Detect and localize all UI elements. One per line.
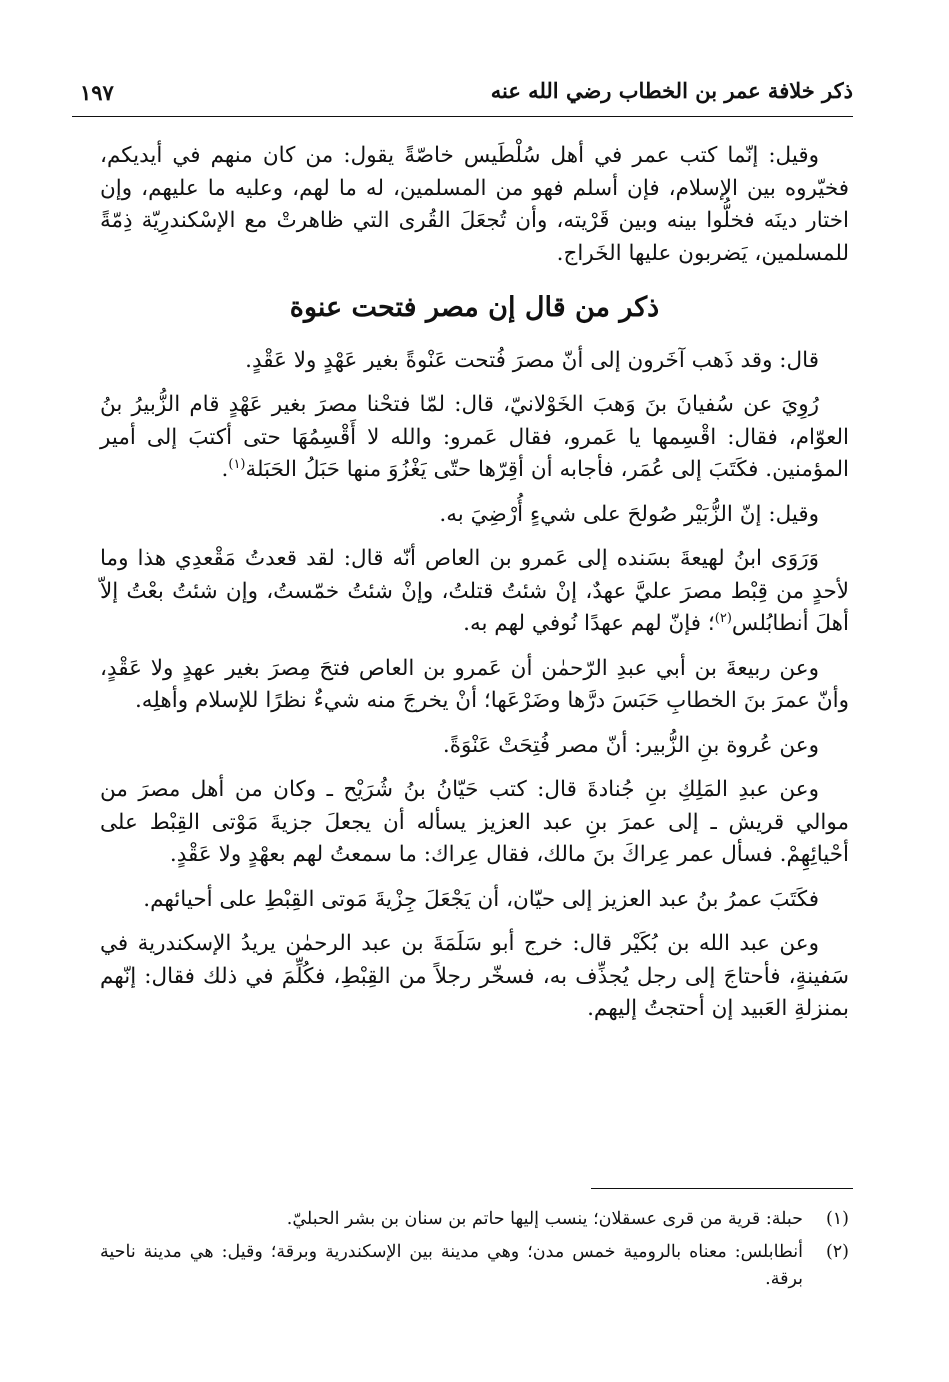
paragraph-text-tail: ؛ فإنّ لهم عهدًا نُوفي لهم به. <box>463 611 715 636</box>
footnote-1 <box>100 1206 849 1233</box>
paragraph: وقيل: إنّ الزُّبَيْر صُولحَ على شيءٍ أُرْضِيَ به. <box>439 501 819 527</box>
footnote-ref-1[interactable]: (١) <box>228 456 246 472</box>
footnotes <box>100 1206 849 1299</box>
paragraph: وعن عبدِ المَلِكِ بنِ جُنادةَ قال: كتب حَيّانُ بنُ شُرَيْح ـ وكان من أهل مصرَ من موالي قريش ـ إلى عمرَ بنِ عبد العزيز يسأله أن يجعلَ جزيةَ مَوْتى القِبْط على أحْيائِهِمْ. فسأل عمر عِراكَ بنَ مالك، فقال عِراك: ما سمعتُ لهم بعهْدٍ ولا عَقْدٍ. <box>100 777 849 867</box>
footnote-text: حبلة: قرية من قرى عسقلان؛ ينسب إليها حاتم بن سنان بن بشر الحبليّ. <box>286 1209 803 1229</box>
paragraph: وعن ربيعةَ بن أبي عبدِ الرّحمٰن أن عَمرو بن العاص فتحَ مِصرَ بغير عهدٍ ولا عَقْدٍ، وأنّ عمرَ بنَ الخطابِ حَبَسَ درَّها وضَرْعَها؛ أنْ يخرجَ منه شيءٌ نظرًا للإسلام وأهلِه. <box>100 655 849 713</box>
paragraph: فكَتَبَ عمرُ بنُ عبد العزيز إلى حيّان، أن يَجْعَلَ جِزْيةَ مَوتى القِبْطِ على أحيائهم. <box>143 886 819 912</box>
paragraph-text: وَرَوَى ابنُ لهيعةَ بسَنده إلى عَمرو بن العاص أنّه قال: لقد قعدتُ مَقْعدِي هذا وما لأحدٍ من قِبْط مصرَ عليَّ عهدٌ، إنْ شئتُ قتلتُ، وإنْ شئتُ خمّستُ، وإن شئتُ بعْتُ إلاّ أهلَ أنطابُلس <box>100 546 849 636</box>
section-heading: ذكر من قال إن مصر فتحت عنوة <box>289 292 660 323</box>
footnote-number: (٢) <box>825 1242 849 1262</box>
footnote-divider <box>591 1188 853 1189</box>
paragraph-with-footnote-1 <box>100 389 849 487</box>
paragraph-text: رُوِيَ عن سُفيانَ بنَ وَهبَ الخَوْلانيّ، قال: لمّا فتحْنا مصرَ بغير عَهْدٍ قام الزُّبيرُ بنُ العوّام، فقال: اقْسِمها يا عَمرو، فقال عَمرو: والله لا أَقْسِمُهَا حتى أكتبَ إلى أمير المؤمنين. فكَتَبَ إلى عُمَر، فأجابه أن أقِرّها حتّى يَغْزُوَ منها حَبَلُ الحَبَلة <box>100 392 849 482</box>
paragraph: قال: وقد ذَهب آخَرون إلى أنّ مصرَ فُتحت عَنْوةً بغير عَهْدٍ ولا عَقْدٍ. <box>245 347 819 373</box>
footnote-2 <box>100 1239 849 1293</box>
page-number: ١٩٧ <box>80 80 114 105</box>
paragraph: وعن عبد الله بن بُكَيْر قال: خرج أبو سَلَمَةَ بن عبد الرحمٰن يريدُ الإسكندرية في سَفينةٍ، فأحتاجَ إلى رجل يُجذِّف به، فسخّر رجلاً من القِبْطِ، فكُلِّمَ في ذلك فقال: إنّهم بمنزلةِ العَبيد إن أحتجتُ إليهم. <box>100 931 849 1021</box>
running-title: ذكر خلافة عمر بن الخطاب رضي الله عنه <box>490 78 853 103</box>
footnote-text: أنطابلس: معناه بالرومية خمس مدن؛ وهي مدينة بين الإسكندرية وبرقة؛ وقيل: هي مدينة ناحية برقة. <box>100 1242 803 1289</box>
paragraph: وعن عُروة بنِ الزُّبير: أنّ مصر فُتِحَتْ عَنْوَةً. <box>442 732 819 758</box>
running-header <box>72 76 853 117</box>
paragraph-text-tail: . <box>221 457 229 482</box>
footnote-ref-2[interactable]: (٢) <box>714 610 732 626</box>
footnote-number: (١) <box>825 1209 849 1229</box>
paragraph: وقيل: إنّما كتب عمر في أهل سُلْطَيس خاصّةً يقول: من كان منهم في أيديكم، فخيّروه بين الإسلام، فإن أسلم فهو من المسلمين، له ما لهم، وعليه ما عليهم، وإن اختار دينَه فخلُّوا بينه وبين قَرْيته، وأن تُجعَلَ القُرى التي ظاهرتْ مع الإسْكندرِيّة ذِمّةً للمسلمين، يَضربون عليها الخَراج. <box>100 143 849 266</box>
paragraph-with-footnote-2 <box>100 543 849 641</box>
body-text <box>100 140 849 1038</box>
